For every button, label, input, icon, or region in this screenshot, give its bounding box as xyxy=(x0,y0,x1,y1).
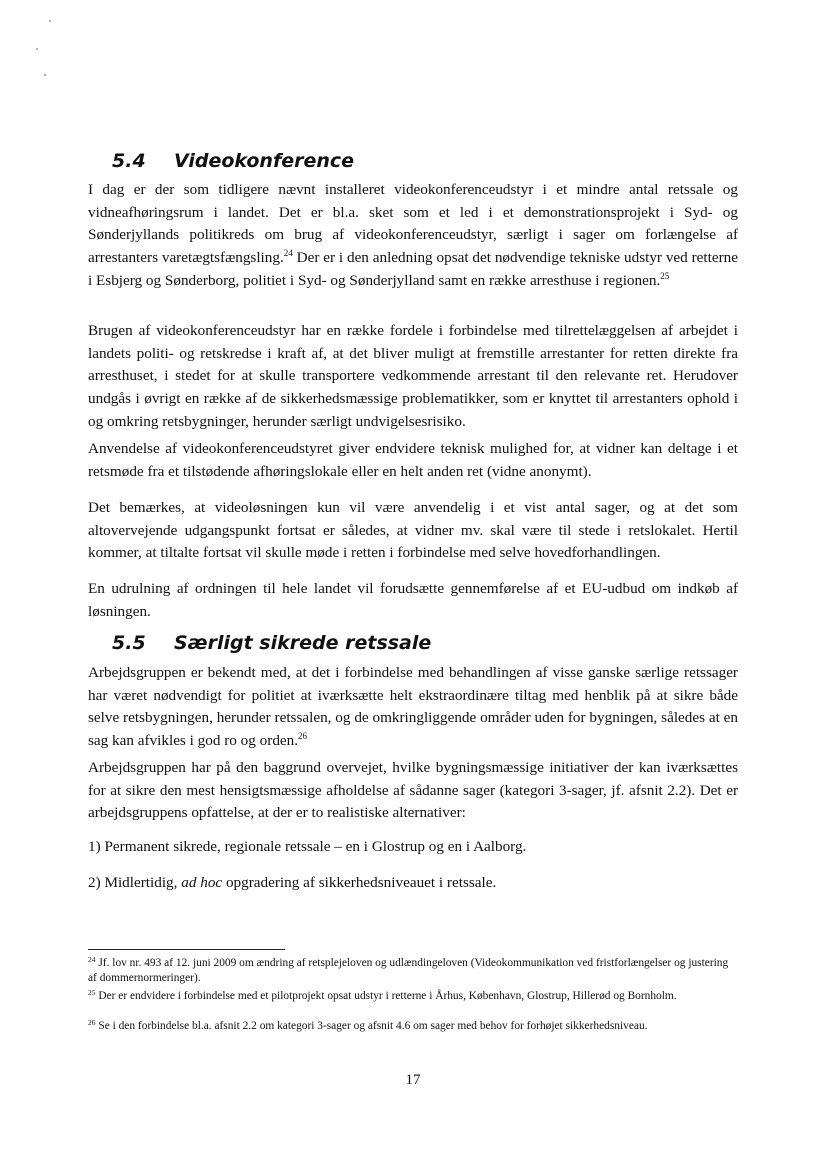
list-item xyxy=(88,872,738,895)
footnote-text: Der er endvidere i forbindelse med et pilotprojekt opsat udstyr i retterne i Århus, København, Glostrup, Hillerød og Bornholm. xyxy=(98,990,677,1002)
paragraph-text: 2) Midlertidig, xyxy=(88,874,182,891)
paragraph-text: I dag er der som tidligere nævnt installeret videokonferenceudstyr i et mindre antal retssale og vidneafhøringsrum i landet. Det er bl.a. sket som et led i et demonstrationsprojekt i Syd- og Sønderjyllands politikreds om brug af videokonferenceudstyr, særligt i sager om forlængelse af arrestanters varetægtsfængsling. xyxy=(88,181,738,267)
footnote-text: Se i den forbindelse bl.a. afsnit 2.2 om kategori 3-sager og afsnit 4.6 om sager med behov for forhøjet sikkerhedsniveau. xyxy=(98,1020,648,1032)
footnote-ref[interactable]: 24 xyxy=(283,248,293,259)
section-title: Særligt sikrede retssale xyxy=(174,632,432,654)
footnote-text: Jf. lov nr. 493 af 12. juni 2009 om ændring af retsplejeloven og udlændingeloven (Videokommunikation ved fristforlængelser og justering af dommernormeringer). xyxy=(88,957,729,984)
footnote-ref[interactable]: 26 xyxy=(298,731,308,742)
footnote-ref[interactable]: 25 xyxy=(660,270,670,281)
paragraph-text: opgradering af sikkerhedsniveauet i retssale. xyxy=(222,874,497,891)
list-item: 1) Permanent sikrede, regionale retssale – en i Glostrup og en i Aalborg. xyxy=(88,838,527,855)
page-number: 17 xyxy=(405,1072,421,1088)
footnote-divider xyxy=(88,949,285,950)
footnote-number: 26 xyxy=(88,1018,96,1027)
footnote xyxy=(88,989,738,1004)
paragraph-text: Der er i den anledning opsat det nødvendige tekniske udstyr ved retterne i Esbjerg og Sønderborg, politiet i Syd- og Sønderjylland samt en række arresthuse i regionen. xyxy=(88,249,738,289)
scan-speck xyxy=(36,48,38,50)
section-heading-5-4 xyxy=(112,150,354,172)
paragraph: Brugen af videokonferenceudstyr har en række fordele i forbindelse med tilrettelæggelsen af arbejdet i landets politi- og retskredse i kraft af, at det bliver muligt at fremstille arrestanter for retten direkte fra arresthuset, i stedet for at skulle transportere vedkommende arrestant til den relevante ret. Herudover undgås i øvrigt en række af de sikkerhedsmæssige problematikker, som er knyttet til arrestanters ophold i og omkring retsbygninger, herunder særligt undvigelsesrisiko. xyxy=(88,322,738,430)
paragraph: En udrulning af ordningen til hele landet vil forudsætte gennemførelse af et EU-udbud om indkøb af løsningen. xyxy=(88,580,738,620)
section-heading-5-5 xyxy=(112,632,431,654)
emphasis-text: ad hoc xyxy=(181,874,223,891)
scan-speck xyxy=(44,74,46,76)
paragraph: Arbejdsgruppen har på den baggrund overvejet, hvilke bygningsmæssige initiativer der kan iværksættes for at sikre den mest hensigtsmæssige afholdelse af sådanne sager (kategori 3-sager, jf. afsnit 2.2). Det er arbejdsgruppens opfattelse, at der er to realistiske alternativer: xyxy=(88,759,738,822)
footnote-number: 25 xyxy=(88,988,96,997)
paragraph xyxy=(88,662,738,753)
section-number: 5.4 xyxy=(112,150,146,172)
scan-speck xyxy=(49,20,51,22)
section-number: 5.5 xyxy=(112,632,146,654)
section-title: Videokonference xyxy=(174,150,355,172)
paragraph-text: Arbejdsgruppen er bekendt med, at det i forbindelse med behandlingen af visse ganske særlige retssager har været nødvendigt for politiet at iværksætte helt ekstraordinære tiltag med henblik på at sikre både selve retsbygningen, herunder retssalen, og de omkringliggende områder uden for bygningen, således at en sag kan afvikles i god ro og orden. xyxy=(88,664,738,750)
paragraph: Det bemærkes, at videoløsningen kun vil være anvendelig i et vist antal sager, og at det som altovervejende udgangspunkt fortsat er således, at vidner mv. skal være til stede i retslokalet. Hertil kommer, at tiltalte fortsat vil skulle møde i retten i forbindelse med selve hovedforhandlingen. xyxy=(88,499,738,562)
paragraph xyxy=(88,179,738,293)
footnote xyxy=(88,1019,738,1034)
footnote xyxy=(88,956,738,985)
paragraph: Anvendelse af videokonferenceudstyret giver endvidere teknisk mulighed for, at vidner kan deltage i et retsmøde fra et tilstødende afhøringslokale eller en helt anden ret (vidne anonymt). xyxy=(88,440,738,480)
footnote-number: 24 xyxy=(88,955,96,964)
